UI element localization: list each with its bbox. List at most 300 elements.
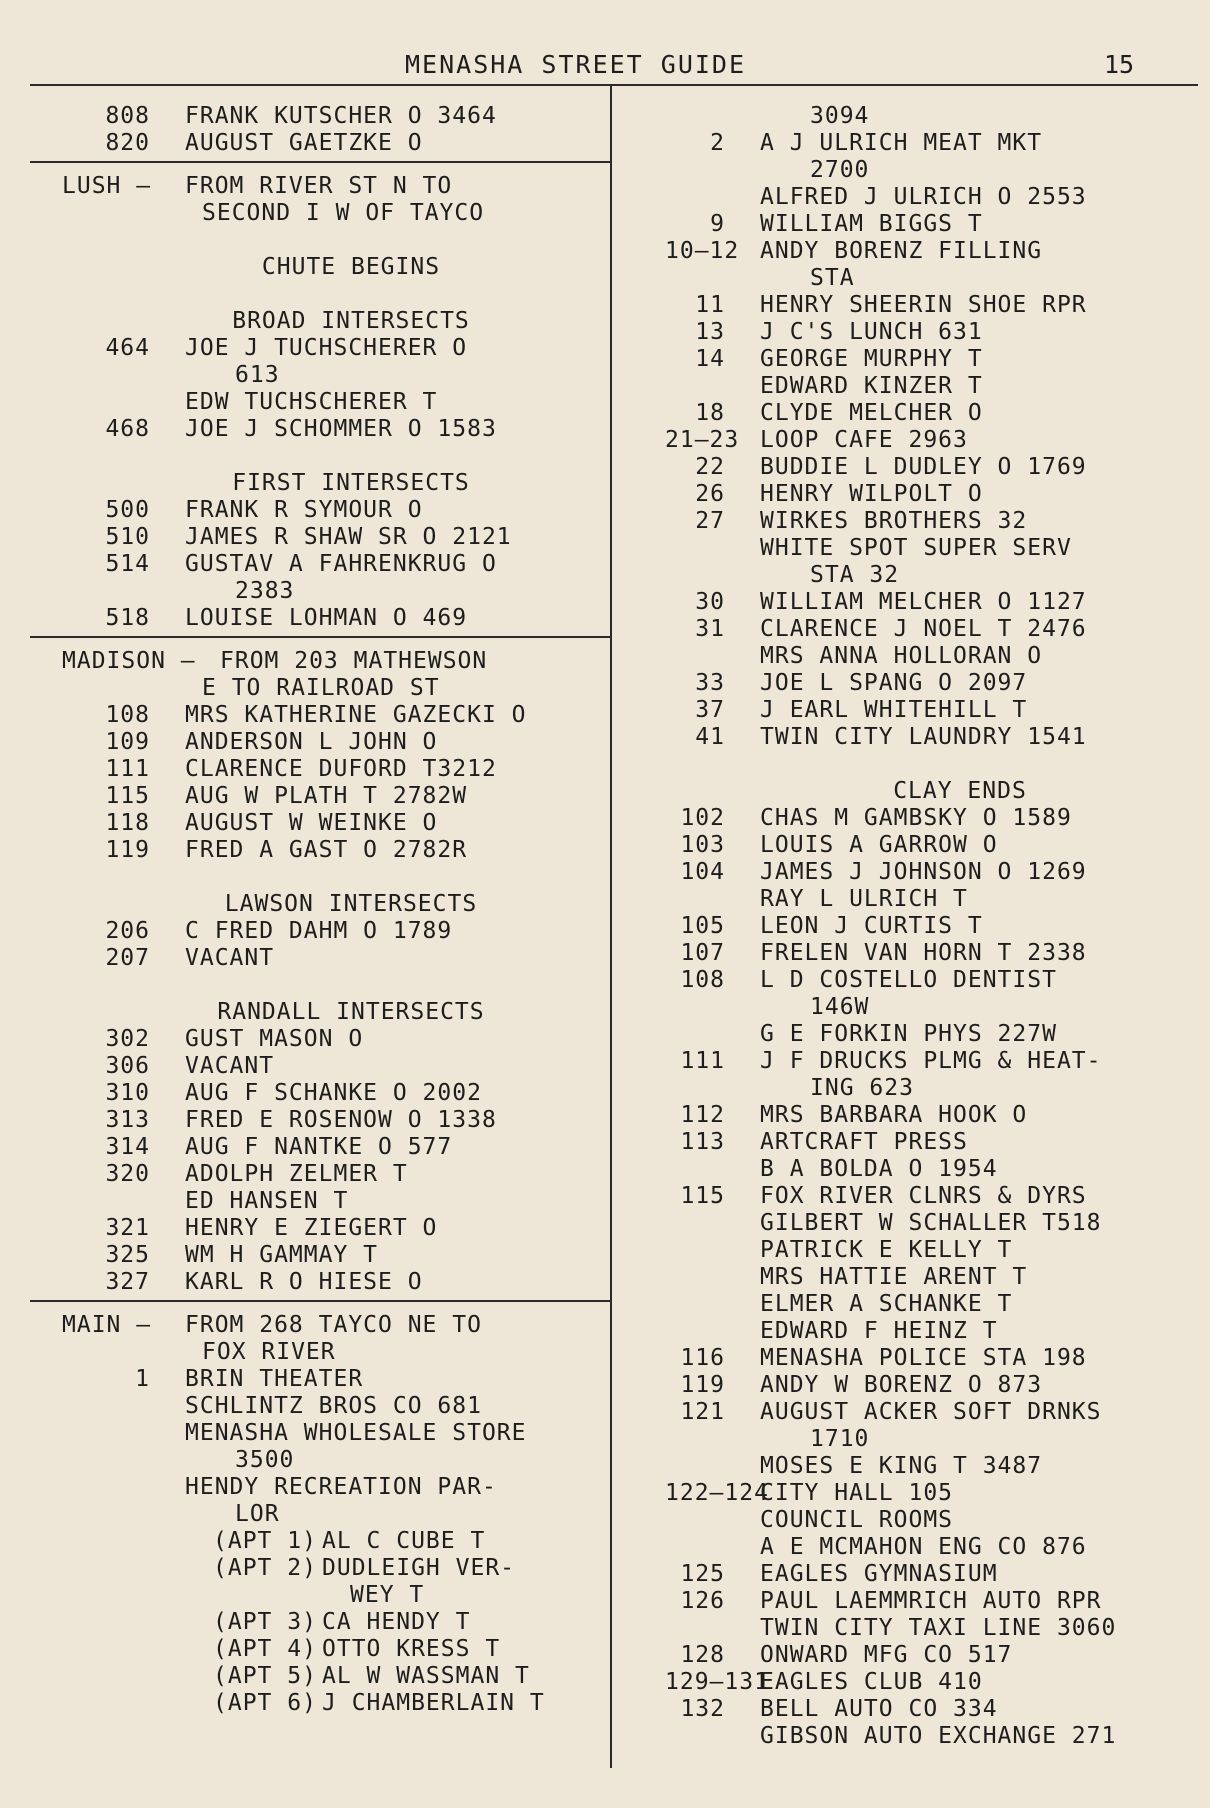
house-number: 22 <box>695 454 725 480</box>
intersection-text: CLAY ENDS <box>893 778 1027 804</box>
blank-line <box>30 443 612 470</box>
directory-entry <box>665 454 1205 481</box>
occupant-text: VACANT <box>185 1053 275 1079</box>
occupant-text: ONWARD MFG CO 517 <box>760 1642 1013 1668</box>
directory-entry <box>30 416 612 443</box>
house-number: 26 <box>695 481 725 507</box>
directory-entry <box>665 859 1205 886</box>
apartment-continuation <box>30 1582 612 1609</box>
house-number: 9 <box>710 211 725 237</box>
occupant-text: KARL R O HIESE O <box>185 1269 423 1295</box>
section-divider <box>30 161 612 163</box>
continuation-text: 2700 <box>810 157 870 183</box>
occupant-text: ALFRED J ULRICH O 2553 <box>760 184 1087 210</box>
apartment-number: (APT 1) <box>213 1528 317 1554</box>
occupant-text: BUDDIE L DUDLEY O 1769 <box>760 454 1087 480</box>
street-description: FROM 203 MATHEWSON <box>220 648 488 674</box>
intersection-note <box>30 891 612 918</box>
occupant-text: AUG W PLATH T 2782W <box>185 783 468 809</box>
occupant-text: FOX RIVER CLNRS & DYRS <box>760 1183 1087 1209</box>
directory-entry <box>665 670 1205 697</box>
occupant-text: AUGUST W WEINKE O <box>185 810 438 836</box>
house-number: 119 <box>680 1372 725 1398</box>
house-number: 468 <box>105 416 150 442</box>
directory-entry <box>665 1534 1205 1561</box>
house-number: 33 <box>695 670 725 696</box>
occupant-text: HENRY E ZIEGERT O <box>185 1215 438 1241</box>
continuation-text: 1710 <box>810 1426 870 1452</box>
directory-entry <box>665 913 1205 940</box>
occupant-text: MRS HATTIE ARENT T <box>760 1264 1028 1290</box>
occupant-text: AUG F SCHANKE O 2002 <box>185 1080 482 1106</box>
intersection-text: FIRST INTERSECTS <box>232 470 470 496</box>
house-number: 13 <box>695 319 725 345</box>
directory-entry <box>30 1393 612 1420</box>
house-number: 111 <box>105 756 150 782</box>
blank-line <box>30 227 612 254</box>
house-number: 325 <box>105 1242 150 1268</box>
house-number: 102 <box>680 805 725 831</box>
occupant-text: G E FORKIN PHYS 227W <box>760 1021 1057 1047</box>
house-number: 109 <box>105 729 150 755</box>
directory-entry <box>665 1345 1205 1372</box>
occupant-text: OTTO KRESS T <box>322 1636 501 1662</box>
directory-entry <box>30 729 612 756</box>
occupant-text: FRANK R SYMOUR O <box>185 497 423 523</box>
street-description: FROM RIVER ST N TO <box>185 173 453 199</box>
directory-entry <box>665 1507 1205 1534</box>
house-number: 104 <box>680 859 725 885</box>
header-rule <box>30 84 1198 86</box>
directory-entry <box>665 130 1205 157</box>
directory-entry <box>30 1188 612 1215</box>
directory-entry <box>30 335 612 362</box>
occupant-text: EAGLES CLUB 410 <box>760 1669 983 1695</box>
directory-entry <box>665 1102 1205 1129</box>
intersection-note <box>30 254 612 281</box>
directory-entry <box>665 1588 1205 1615</box>
blank-line <box>30 281 612 308</box>
street-heading <box>30 1312 612 1339</box>
directory-entry <box>665 1615 1205 1642</box>
occupant-text: EDW TUCHSCHERER T <box>185 389 438 415</box>
house-number: 41 <box>695 724 725 750</box>
directory-entry <box>665 724 1205 751</box>
directory-entry <box>30 783 612 810</box>
continuation-text: WEY T <box>350 1582 425 1608</box>
house-number: 2 <box>710 130 725 156</box>
directory-entry <box>30 605 612 632</box>
intersection-note <box>30 999 612 1026</box>
occupant-text: A E MCMAHON ENG CO 876 <box>760 1534 1087 1560</box>
entry-continuation <box>665 562 1205 589</box>
directory-entry <box>665 805 1205 832</box>
occupant-text: J EARL WHITEHILL T <box>760 697 1028 723</box>
directory-entry <box>30 524 612 551</box>
right-column <box>665 103 1205 1750</box>
street-name: LUSH – <box>62 173 152 199</box>
continuation-text: 146W <box>810 994 870 1020</box>
intersection-text: BROAD INTERSECTS <box>232 308 470 334</box>
occupant-text: LEON J CURTIS T <box>760 913 983 939</box>
directory-entry <box>665 211 1205 238</box>
blank-line <box>30 972 612 999</box>
directory-entry <box>665 373 1205 400</box>
house-number: 1 <box>135 1366 150 1392</box>
occupant-text: LOOP CAFE 2963 <box>760 427 968 453</box>
entry-continuation <box>665 157 1205 184</box>
occupant-text: ADOLPH ZELMER T <box>185 1161 408 1187</box>
house-number: 119 <box>105 837 150 863</box>
intersection-text: RANDALL INTERSECTS <box>217 999 485 1025</box>
house-number: 111 <box>680 1048 725 1074</box>
directory-entry <box>30 1242 612 1269</box>
directory-entry <box>30 1474 612 1501</box>
apartment-entry <box>30 1636 612 1663</box>
occupant-text: HENRY WILPOLT O <box>760 481 983 507</box>
directory-entry <box>665 1237 1205 1264</box>
occupant-text: CA HENDY T <box>322 1609 471 1635</box>
entry-continuation <box>665 1426 1205 1453</box>
entry-continuation <box>665 1075 1205 1102</box>
occupant-text: PATRICK E KELLY T <box>760 1237 1013 1263</box>
occupant-text: GILBERT W SCHALLER T518 <box>760 1210 1102 1236</box>
continuation-text: 3094 <box>810 103 870 129</box>
directory-entry <box>30 1107 612 1134</box>
house-number: 118 <box>105 810 150 836</box>
house-number: 320 <box>105 1161 150 1187</box>
directory-entry <box>665 1291 1205 1318</box>
occupant-text: FRED A GAST O 2782R <box>185 837 468 863</box>
occupant-text: GUST MASON O <box>185 1026 364 1052</box>
house-number: 115 <box>680 1183 725 1209</box>
continuation-text: LOR <box>235 1501 280 1527</box>
house-number: 820 <box>105 130 150 156</box>
house-number: 14 <box>695 346 725 372</box>
street-name: MADISON – <box>62 648 196 674</box>
street-heading <box>30 648 612 675</box>
occupant-text: JAMES R SHAW SR O 2121 <box>185 524 512 550</box>
occupant-text: AUGUST GAETZKE O <box>185 130 423 156</box>
directory-entry <box>30 810 612 837</box>
directory-entry <box>665 1723 1205 1750</box>
occupant-text: SCHLINTZ BROS CO 681 <box>185 1393 482 1419</box>
apartment-number: (APT 2) <box>213 1555 317 1581</box>
house-number: 302 <box>105 1026 150 1052</box>
house-number: 112 <box>680 1102 725 1128</box>
occupant-text: C FRED DAHM O 1789 <box>185 918 453 944</box>
house-number: 108 <box>105 702 150 728</box>
directory-entry <box>30 1134 612 1161</box>
directory-entry <box>665 1696 1205 1723</box>
directory-entry <box>665 319 1205 346</box>
occupant-text: MRS KATHERINE GAZECKI O <box>185 702 527 728</box>
occupant-text: MENASHA POLICE STA 198 <box>760 1345 1087 1371</box>
directory-entry <box>30 1366 612 1393</box>
apartment-entry <box>30 1609 612 1636</box>
intersection-text: LAWSON INTERSECTS <box>224 891 478 917</box>
occupant-text: AUGUST ACKER SOFT DRNKS <box>760 1399 1102 1425</box>
occupant-text: CLARENCE J NOEL T 2476 <box>760 616 1087 642</box>
directory-entry <box>665 292 1205 319</box>
entry-continuation <box>665 103 1205 130</box>
directory-entry <box>665 1399 1205 1426</box>
directory-entry <box>665 1642 1205 1669</box>
directory-entry <box>30 551 612 578</box>
apartment-number: (APT 5) <box>213 1663 317 1689</box>
occupant-text: WILLIAM BIGGS T <box>760 211 983 237</box>
continuation-text: STA <box>810 265 855 291</box>
directory-entry <box>665 184 1205 211</box>
street-description-line <box>30 1339 612 1366</box>
occupant-text: B A BOLDA O 1954 <box>760 1156 998 1182</box>
occupant-text: WM H GAMMAY T <box>185 1242 379 1268</box>
occupant-text: TWIN CITY LAUNDRY 1541 <box>760 724 1087 750</box>
apartment-number: (APT 4) <box>213 1636 317 1662</box>
directory-entry <box>30 389 612 416</box>
house-number: 18 <box>695 400 725 426</box>
house-number: 514 <box>105 551 150 577</box>
street-description-line <box>30 675 612 702</box>
house-number: 808 <box>105 103 150 129</box>
occupant-text: L D COSTELLO DENTIST <box>760 967 1057 993</box>
page-number: 15 <box>1104 50 1135 79</box>
house-number: 500 <box>105 497 150 523</box>
house-number: 113 <box>680 1129 725 1155</box>
occupant-text: MRS ANNA HOLLORAN O <box>760 643 1043 669</box>
apartment-entry <box>30 1555 612 1582</box>
occupant-text: MRS BARBARA HOOK O <box>760 1102 1028 1128</box>
occupant-text: CLARENCE DUFORD T3212 <box>185 756 497 782</box>
occupant-text: WILLIAM MELCHER O 1127 <box>760 589 1087 615</box>
entry-continuation <box>30 578 612 605</box>
directory-entry <box>30 130 612 157</box>
occupant-text: JOE L SPANG O 2097 <box>760 670 1028 696</box>
continuation-text: STA 32 <box>810 562 900 588</box>
street-description: SECOND I W OF TAYCO <box>202 200 485 226</box>
house-number: 105 <box>680 913 725 939</box>
house-number: 31 <box>695 616 725 642</box>
directory-entry <box>665 1021 1205 1048</box>
house-number: 132 <box>680 1696 725 1722</box>
occupant-text: CITY HALL 105 <box>760 1480 954 1506</box>
occupant-text: LOUIS A GARROW O <box>760 832 998 858</box>
house-number: 314 <box>105 1134 150 1160</box>
directory-entry <box>30 756 612 783</box>
occupant-text: BELL AUTO CO 334 <box>760 1696 998 1722</box>
occupant-text: FRELEN VAN HORN T 2338 <box>760 940 1087 966</box>
house-number: 37 <box>695 697 725 723</box>
house-number: 122–124 <box>665 1480 769 1506</box>
directory-entry <box>665 1669 1205 1696</box>
blank-line <box>665 751 1205 778</box>
directory-entry <box>30 497 612 524</box>
occupant-text: LOUISE LOHMAN O 469 <box>185 605 468 631</box>
house-number: 30 <box>695 589 725 615</box>
directory-entry <box>665 697 1205 724</box>
directory-entry <box>30 1161 612 1188</box>
street-description: FROM 268 TAYCO NE TO <box>185 1312 482 1338</box>
occupant-text: CLYDE MELCHER O <box>760 400 983 426</box>
occupant-text: MENASHA WHOLESALE STORE <box>185 1420 527 1446</box>
apartment-entry <box>30 1663 612 1690</box>
occupant-text: EDWARD KINZER T <box>760 373 983 399</box>
directory-entry <box>665 1480 1205 1507</box>
house-number: 306 <box>105 1053 150 1079</box>
occupant-text: FRED E ROSENOW O 1338 <box>185 1107 497 1133</box>
occupant-text: J F DRUCKS PLMG & HEAT- <box>760 1048 1102 1074</box>
directory-entry <box>665 400 1205 427</box>
intersection-note <box>665 778 1205 805</box>
house-number: 206 <box>105 918 150 944</box>
house-number: 11 <box>695 292 725 318</box>
occupant-text: EDWARD F HEINZ T <box>760 1318 998 1344</box>
directory-entry <box>665 1264 1205 1291</box>
directory-entry <box>665 940 1205 967</box>
house-number: 116 <box>680 1345 725 1371</box>
directory-entry <box>665 886 1205 913</box>
entry-continuation <box>665 994 1205 1021</box>
house-number: 510 <box>105 524 150 550</box>
street-heading <box>30 173 612 200</box>
occupant-text: JOE J SCHOMMER O 1583 <box>185 416 497 442</box>
occupant-text: BRIN THEATER <box>185 1366 364 1392</box>
left-column <box>30 103 612 1717</box>
apartment-number: (APT 3) <box>213 1609 317 1635</box>
house-number: 126 <box>680 1588 725 1614</box>
directory-entry <box>30 1080 612 1107</box>
directory-entry <box>30 918 612 945</box>
directory-entry <box>665 346 1205 373</box>
house-number: 129–131 <box>665 1669 769 1695</box>
occupant-text: MOSES E KING T 3487 <box>760 1453 1043 1479</box>
occupant-text: GUSTAV A FAHRENKRUG O <box>185 551 497 577</box>
occupant-text: DUDLEIGH VER- <box>322 1555 516 1581</box>
directory-entry <box>30 1053 612 1080</box>
directory-entry <box>665 616 1205 643</box>
occupant-text: COUNCIL ROOMS <box>760 1507 954 1533</box>
directory-entry <box>30 103 612 130</box>
continuation-text: ING 623 <box>810 1075 914 1101</box>
directory-entry <box>30 945 612 972</box>
house-number: 115 <box>105 783 150 809</box>
directory-entry <box>30 1215 612 1242</box>
apartment-number: (APT 6) <box>213 1690 317 1716</box>
occupant-text: J CHAMBERLAIN T <box>322 1690 545 1716</box>
house-number: 310 <box>105 1080 150 1106</box>
occupant-text: A J ULRICH MEAT MKT <box>760 130 1043 156</box>
occupant-text: AL W WASSMAN T <box>322 1663 530 1689</box>
occupant-text: HENDY RECREATION PAR- <box>185 1474 497 1500</box>
occupant-text: ANDY W BORENZ O 873 <box>760 1372 1043 1398</box>
house-number: 321 <box>105 1215 150 1241</box>
section-divider <box>30 636 612 638</box>
directory-entry <box>665 832 1205 859</box>
occupant-text: HENRY SHEERIN SHOE RPR <box>760 292 1087 318</box>
page-title: MENASHA STREET GUIDE <box>405 50 747 79</box>
directory-entry <box>665 1048 1205 1075</box>
directory-entry <box>665 1372 1205 1399</box>
house-number: 327 <box>105 1269 150 1295</box>
occupant-text: ELMER A SCHANKE T <box>760 1291 1013 1317</box>
entry-continuation <box>30 1447 612 1474</box>
street-name: MAIN – <box>62 1312 152 1338</box>
house-number: 518 <box>105 605 150 631</box>
occupant-text: GEORGE MURPHY T <box>760 346 983 372</box>
directory-entry <box>665 967 1205 994</box>
house-number: 125 <box>680 1561 725 1587</box>
house-number: 103 <box>680 832 725 858</box>
directory-entry <box>665 481 1205 508</box>
directory-entry <box>30 702 612 729</box>
occupant-text: PAUL LAEMMRICH AUTO RPR <box>760 1588 1102 1614</box>
continuation-text: 3500 <box>235 1447 295 1473</box>
directory-entry <box>665 1210 1205 1237</box>
occupant-text: CHAS M GAMBSKY O 1589 <box>760 805 1072 831</box>
blank-line <box>30 864 612 891</box>
occupant-text: J C'S LUNCH 631 <box>760 319 983 345</box>
occupant-text: WHITE SPOT SUPER SERV <box>760 535 1072 561</box>
directory-entry <box>665 589 1205 616</box>
directory-entry <box>665 1561 1205 1588</box>
entry-continuation <box>665 265 1205 292</box>
directory-entry <box>665 427 1205 454</box>
occupant-text: TWIN CITY TAXI LINE 3060 <box>760 1615 1117 1641</box>
occupant-text: JAMES J JOHNSON O 1269 <box>760 859 1087 885</box>
occupant-text: AUG F NANTKE O 577 <box>185 1134 453 1160</box>
directory-entry <box>30 1026 612 1053</box>
directory-entry <box>665 1453 1205 1480</box>
directory-entry <box>30 1420 612 1447</box>
house-number: 464 <box>105 335 150 361</box>
directory-entry <box>665 1183 1205 1210</box>
occupant-text: AL C CUBE T <box>322 1528 486 1554</box>
continuation-text: 2383 <box>235 578 295 604</box>
directory-entry <box>665 535 1205 562</box>
directory-entry <box>665 508 1205 535</box>
occupant-text: ANDY BORENZ FILLING <box>760 238 1043 264</box>
street-description: FOX RIVER <box>202 1339 336 1365</box>
house-number: 21–23 <box>665 427 740 453</box>
house-number: 207 <box>105 945 150 971</box>
house-number: 128 <box>680 1642 725 1668</box>
directory-entry <box>665 1156 1205 1183</box>
occupant-text: JOE J TUCHSCHERER O <box>185 335 468 361</box>
entry-continuation <box>30 362 612 389</box>
occupant-text: ED HANSEN T <box>185 1188 349 1214</box>
occupant-text: VACANT <box>185 945 275 971</box>
house-number: 313 <box>105 1107 150 1133</box>
occupant-text: ARTCRAFT PRESS <box>760 1129 968 1155</box>
directory-entry <box>665 238 1205 265</box>
intersection-note <box>30 308 612 335</box>
directory-entry <box>665 643 1205 670</box>
directory-entry <box>30 837 612 864</box>
entry-continuation <box>30 1501 612 1528</box>
apartment-entry <box>30 1528 612 1555</box>
directory-entry <box>665 1129 1205 1156</box>
house-number: 108 <box>680 967 725 993</box>
house-number: 10–12 <box>665 238 740 264</box>
street-description: E TO RAILROAD ST <box>202 675 440 701</box>
house-number: 121 <box>680 1399 725 1425</box>
street-description-line <box>30 200 612 227</box>
house-number: 27 <box>695 508 725 534</box>
occupant-text: RAY L ULRICH T <box>760 886 968 912</box>
intersection-note <box>30 470 612 497</box>
section-divider <box>30 1300 612 1302</box>
house-number: 107 <box>680 940 725 966</box>
